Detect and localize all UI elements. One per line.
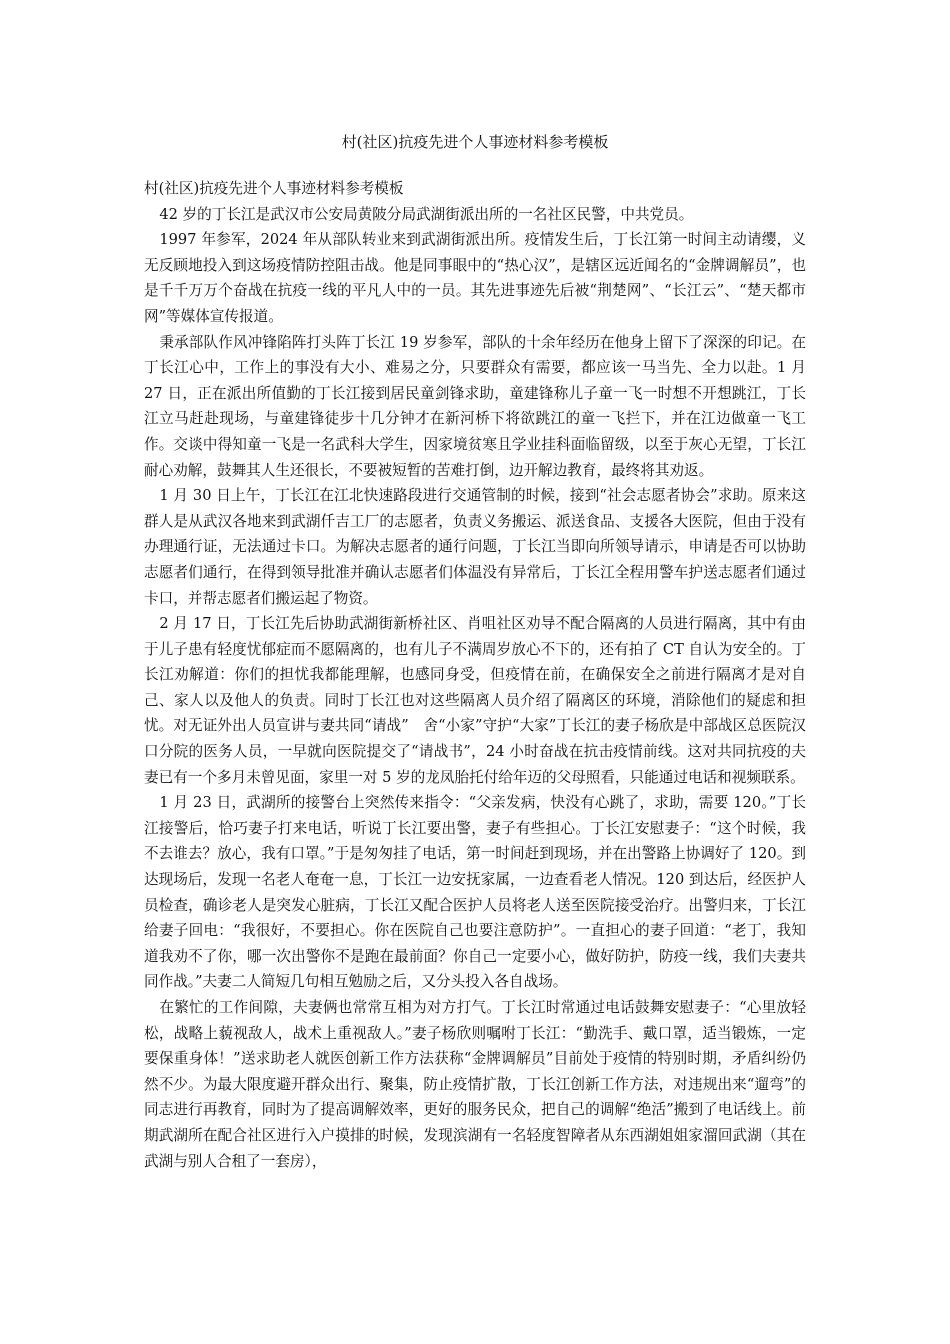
paragraph-3: 秉承部队作风冲锋陷阵打头阵丁长江 19 岁参军，部队的十余年经历在他身上留下了深深的印记。在丁长江心中，工作上的事没有大小、难易之分，只要群众有需要，都应该一马当先、全力以赴。1 月 27 日，正在派出所值勤的丁长江接到居民童剑锋求助，童建锋称儿子童一飞一时想不开想跳江，丁长江立马赶赴现场，与童建锋徒步十几分钟才在新河桥下将欲跳江的童一飞拦下，并在江边做童一飞工作。交谈中得知童一飞是一名武科大学生，因家境贫寒且学业挂科面临留级，以至于灰心无望，丁长江耐心劝解，鼓舞其人生还很长，不要被短暂的苦难打倒，边开解边教育，最终将其劝返。: [144, 333, 806, 479]
paragraph-5: 2 月 17 日，丁长江先后协助武湖街新桥社区、肖咀社区劝导不配合隔离的人员进行隔离，其中有由于儿子患有轻度忧郁症而不愿隔离的，也有儿子不满周岁放心不下的，还有拍了 CT 自认为安全的。丁长江劝解道：你们的担忧我都能理解，也感同身受，但疫情在前，在确保安全之前进行隔离才是对自己、家人以及他人的负责。同时丁长江也对这些隔离人员介绍了隔离区的环境，消除他们的疑虑和担忧。对无证外出人员宣讲与妻共同“请战” 舍“小家”守护“大家”丁长江的妻子杨欣是中部战区总医院汉口分院的医务人员，一早就向医院提交了“请战书”，24 小时奋战在抗击疫情前线。这对共同抗疫的夫妻已有一个多月未曾见面，家里一对 5 岁的龙凤胎托付给年迈的父母照看，只能通过电话和视频联系。: [144, 615, 806, 786]
paragraph-6: 1 月 23 日，武湖所的接警台上突然传来指令：“父亲发病，快没有心跳了，求助，需要 120。”丁长江接警后，恰巧妻子打来电话，听说丁长江要出警，妻子有些担心。丁长江安慰妻子：“这个时候，我不去谁去？放心，我有口罩。”于是匆匆挂了电话，第一时间赶到现场，并在出警路上协调好了 120。到达现场后，发现一名老人奄奄一息，丁长江一边安抚家属，一边查看老人情况。120 到达后，经医护人员检查，确诊老人是突发心脏病，丁长江又配合医护人员将老人送至医院接受治疗。出警归来，丁长江给妻子回电：“我很好，不要担心。你在医院自己也要注意防护”。一直担心的妻子回道：“老丁，我知道我劝不了你，哪一次出警你不是跑在最前面？你自己一定要小心，做好防护，防疫一线，我们夫妻共同作战。”夫妻二人简短几句相互勉励之后，又分头投入各自战场。: [144, 794, 807, 991]
paragraph-2: 1997 年参军，2024 年从部队转业来到武湖街派出所。疫情发生后，丁长江第一时间主动请缨，义无反顾地投入到这场疫情防控阻击战。他是同事眼中的“热心汉”，是辖区远近闻名的“金牌调解员”，也是千千万万个奋战在抗疫一线的平凡人中的一员。其先进事迹先后被“荆楚网”、“长江云”、“楚天都市网”等媒体宣传报道。: [144, 231, 806, 325]
document-body: [144, 176, 806, 1174]
document-subtitle: 村(社区)抗疫先进个人事迹材料参考模板: [144, 180, 404, 197]
paragraph-1: 42 岁的丁长江是武汉市公安局黄陂分局武湖街派出所的一名社区民警，中共党员。: [159, 205, 694, 223]
paragraph-7: 在繁忙的工作间隙，夫妻俩也常常互相为对方打气。丁长江时常通过电话鼓舞安慰妻子：“心里放轻松，战略上藐视敌人，战术上重视敌人。”妻子杨欣则嘱咐丁长江：“勤洗手、戴口罩，适当锻炼，一定要保重身体！”送求助老人就医创新工作方法获称“金牌调解员”目前处于疫情的特别时期，矛盾纠纷仍然不少。为最大限度避开群众出行、聚集，防止疫情扩散，丁长江创新工作方法，对违规出来“遛弯”的同志进行再教育，同时为了提高调解效率，更好的服务民众，把自己的调解“绝活”搬到了电话线上。前期武湖所在配合社区进行入户摸排的时候，发现滨湖有一名轻度智障者从东西湖姐姐家溜回武湖（其在武湖与别人合租了一套房），: [144, 999, 806, 1170]
page-title: 村(社区)抗疫先进个人事迹材料参考模板: [341, 133, 609, 151]
paragraph-4: 1 月 30 日上午，丁长江在江北快速路段进行交通管制的时候，接到“社会志愿者协会”求助。原来这群人是从武汉各地来到武湖仟吉工厂的志愿者，负责义务搬运、派送食品、支援各大医院，但由于没有办理通行证，无法通过卡口。为解决志愿者的通行问题，丁长江当即向所领导请示，申请是否可以协助志愿者们通行，在得到领导批准并确认志愿者们体温没有异常后，丁长江全程用警车护送志愿者们通过卡口，并帮志愿者们搬运起了物资。: [144, 487, 806, 607]
